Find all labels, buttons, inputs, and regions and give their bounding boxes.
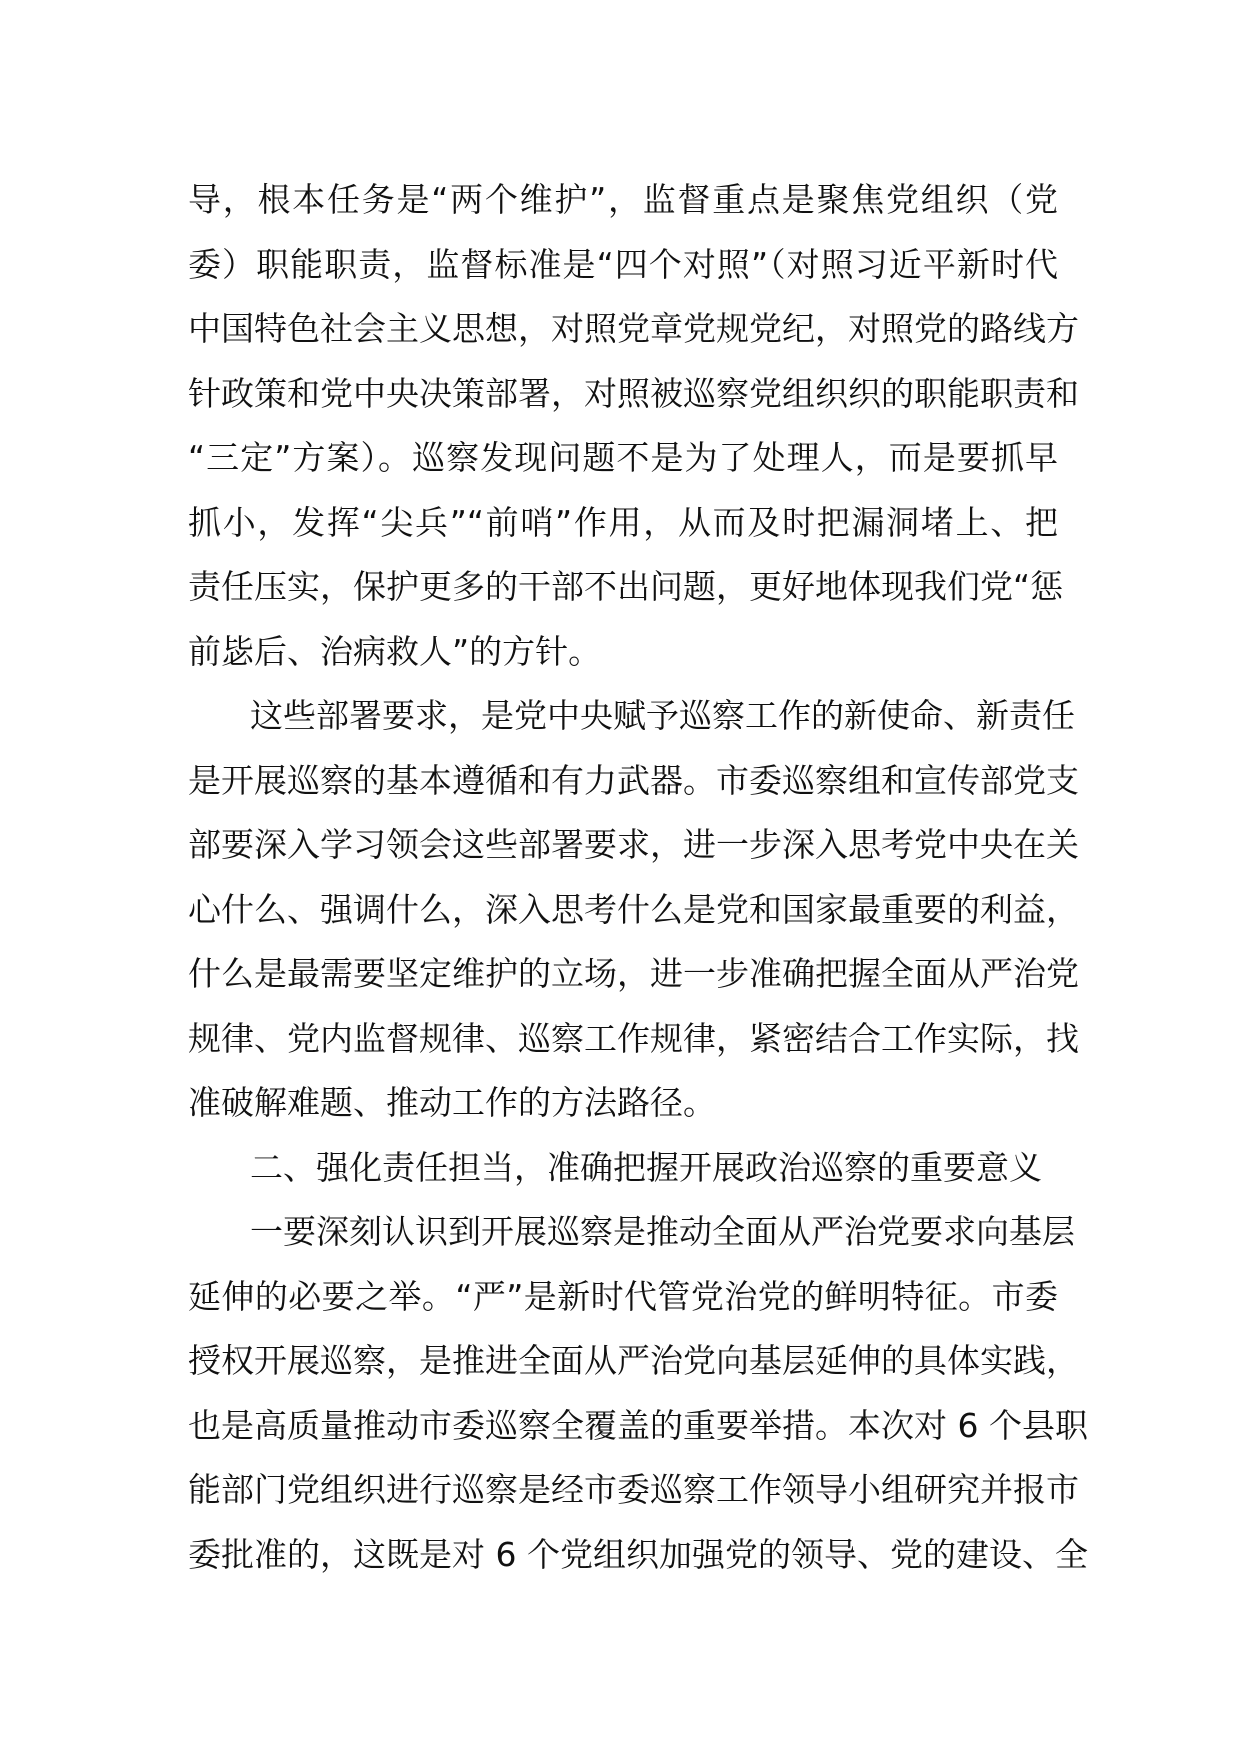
text-line: 委批准的，这既是对 6 个党组织加强党的领导、党的建设、全 — [188, 1534, 1088, 1574]
document-body — [188, 168, 1088, 1587]
text-line: 能部门党组织进行巡察是经市委巡察工作领导小组研究并报市 — [188, 1470, 1079, 1509]
text-line: “三定”方案）。巡察发现问题不是为了处理人，而是要抓早 — [188, 438, 1058, 477]
paragraph-3 — [188, 1200, 1088, 1587]
text-line: 心什么、强调什么，深入思考什么是党和国家最重要的利益， — [188, 889, 1079, 929]
paragraph-2 — [188, 684, 1079, 1136]
text-line: 也是高质量推动市委巡察全覆盖的重要举措。本次对 6 个县职 — [188, 1405, 1088, 1445]
text-line: 抓小，发挥“尖兵”“前哨”作用，从而及时把漏洞堵上、把 — [188, 502, 1058, 542]
paragraph-1 — [188, 168, 1079, 684]
text-line: 委）职能职责，监督标准是“四个对照”（对照习近平新时代 — [188, 244, 1058, 284]
text-line: 授权开展巡察，是推进全面从严治党向基层延伸的具体实践， — [188, 1341, 1079, 1380]
text-line: 这些部署要求，是党中央赋予巡察工作的新使命、新责任 — [250, 696, 1075, 735]
text-line: 准破解难题、推动工作的方法路径。 — [188, 1083, 716, 1122]
text-line: 责任压实，保护更多的干部不出问题，更好地体现我们党“惩 — [188, 567, 1064, 606]
text-line: 规律、党内监督规律、巡察工作规律，紧密结合工作实际，找 — [188, 1018, 1079, 1058]
text-line: 一要深刻认识到开展巡察是推动全面从严治党要求向基层 — [250, 1212, 1075, 1251]
text-line: 前毖后、治病救人”的方针。 — [188, 631, 602, 671]
section-heading-text: 二、强化责任担当，准确把握开展政治巡察的重要意义 — [250, 1147, 1042, 1187]
section-heading — [188, 1136, 1058, 1201]
text-line: 是开展巡察的基本遵循和有力武器。市委巡察组和宣传部党支 — [188, 760, 1079, 800]
text-line: 什么是最需要坚定维护的立场，进一步准确把握全面从严治党 — [188, 954, 1079, 993]
text-line: 延伸的必要之举。“严”是新时代管党治党的鲜明特征。市委 — [188, 1276, 1058, 1316]
text-line: 针政策和党中央决策部署，对照被巡察党组织织的职能职责和 — [188, 373, 1079, 413]
text-line: 导，根本任务是“两个维护”，监督重点是聚焦党组织（党 — [188, 180, 1058, 219]
text-line: 中国特色社会主义思想，对照党章党规党纪，对照党的路线方 — [188, 309, 1079, 348]
text-line: 部要深入学习领会这些部署要求，进一步深入思考党中央在关 — [188, 825, 1079, 864]
